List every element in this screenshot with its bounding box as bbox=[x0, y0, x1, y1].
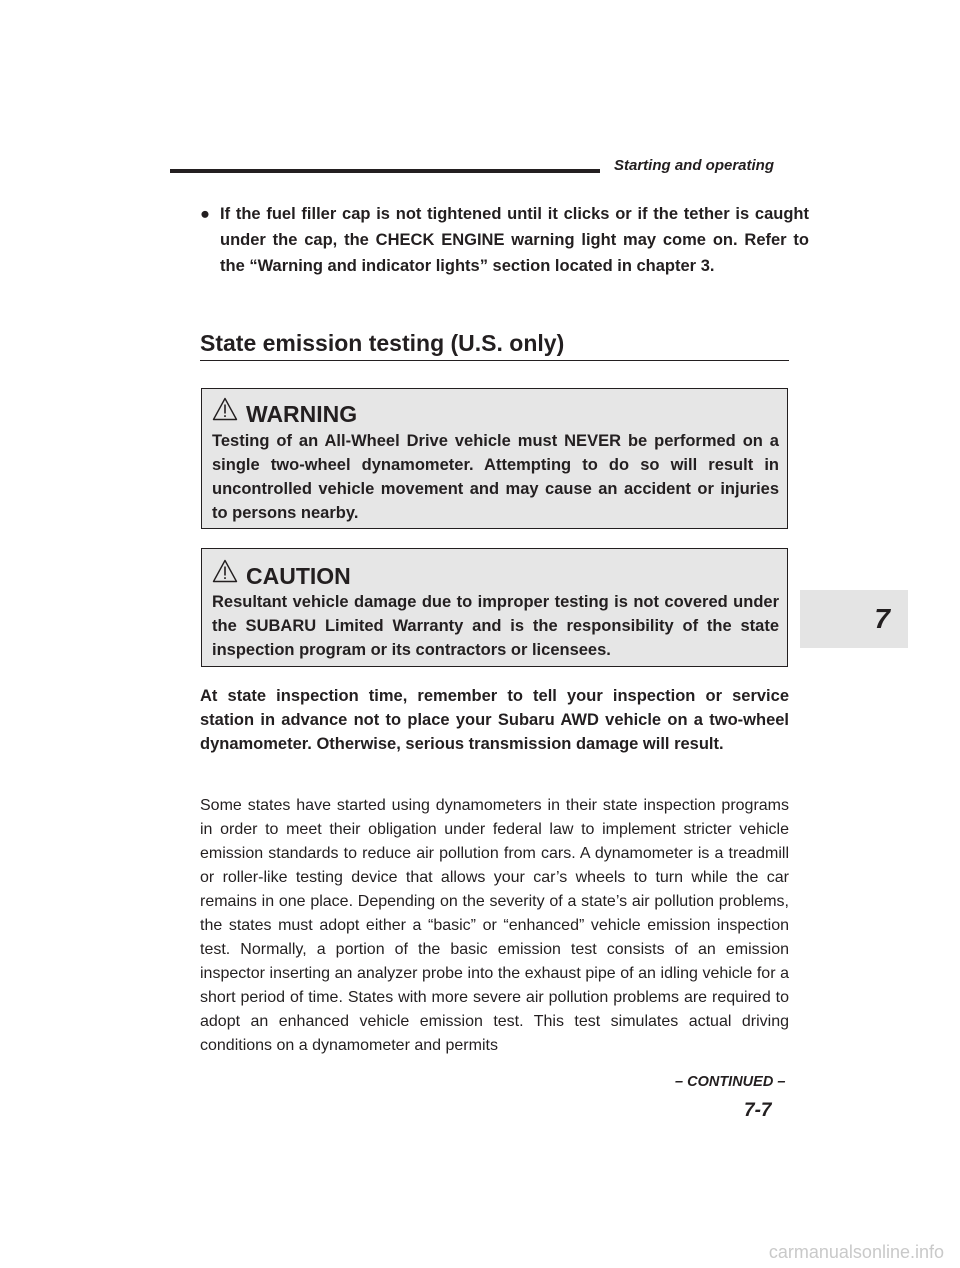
section-heading: State emission testing (U.S. only) bbox=[200, 330, 565, 356]
chapter-tab-number: 7 bbox=[874, 603, 890, 634]
warning-box bbox=[201, 388, 788, 529]
fuel-cap-note-text: If the fuel filler cap is not tightened until it clicks or if the tether is caught under the cap, the CHECK ENGINE warning light may come on. Refer to the “Warning and indicator lights” section located in chapter 3. bbox=[220, 205, 809, 275]
bullet-icon: ● bbox=[200, 205, 210, 223]
caution-text: Resultant vehicle damage due to improper testing is not covered under the SUBARU Limited Warranty and is the responsibility of the state inspection program or its contractors or licensees. bbox=[212, 593, 779, 659]
inspection-notice-paragraph: At state inspection time, remember to tell your inspection or service station in advance not to place your Subaru AWD vehicle on a two-wheel dynamometer. Otherwise, serious transmission damage will result. bbox=[200, 687, 789, 753]
running-header-title: Starting and operating bbox=[614, 157, 775, 174]
warning-title: WARNING bbox=[246, 401, 358, 427]
caution-title: CAUTION bbox=[246, 563, 351, 589]
header-rule bbox=[170, 169, 600, 173]
page-number: 7-7 bbox=[744, 1100, 772, 1121]
caution-box bbox=[201, 548, 788, 667]
warning-text: Testing of an All-Wheel Drive vehicle must NEVER be performed on a single two-wheel dynamometer. Attempting to do so will result in uncontrolled vehicle movement and may cause an accident or injuries to persons nearby. bbox=[212, 432, 779, 522]
section-heading-rule bbox=[200, 360, 789, 361]
chapter-tab bbox=[800, 590, 908, 648]
watermark: carmanualsonline.info bbox=[768, 1242, 944, 1262]
fuel-cap-note bbox=[200, 201, 809, 279]
alert-triangle-icon bbox=[212, 397, 238, 421]
dynamometer-explanation-paragraph: Some states have started using dynamometers in their state inspection programs in order to meet their obligation under federal law to implement stricter vehicle emission standards to reduce air pollution from cars. A dynamometer is a treadmill or roller-like testing device that allows your car’s wheels to turn while the car remains in one place. Depending on the severity of a state’s air pollution problems, the states must adopt either a “basic” or “enhanced” vehicle emission inspection test. Normally, a portion of the basic emission test consists of an emission inspector inserting an analyzer probe into the exhaust pipe of an idling vehicle for a short period of time. States with more severe air pollution problems are required to adopt an enhanced vehicle emission test. This test simulates actual driving conditions on a dynamometer and permits bbox=[200, 797, 789, 1054]
alert-triangle-icon bbox=[212, 559, 238, 583]
continued-marker: – CONTINUED – bbox=[675, 1074, 786, 1090]
